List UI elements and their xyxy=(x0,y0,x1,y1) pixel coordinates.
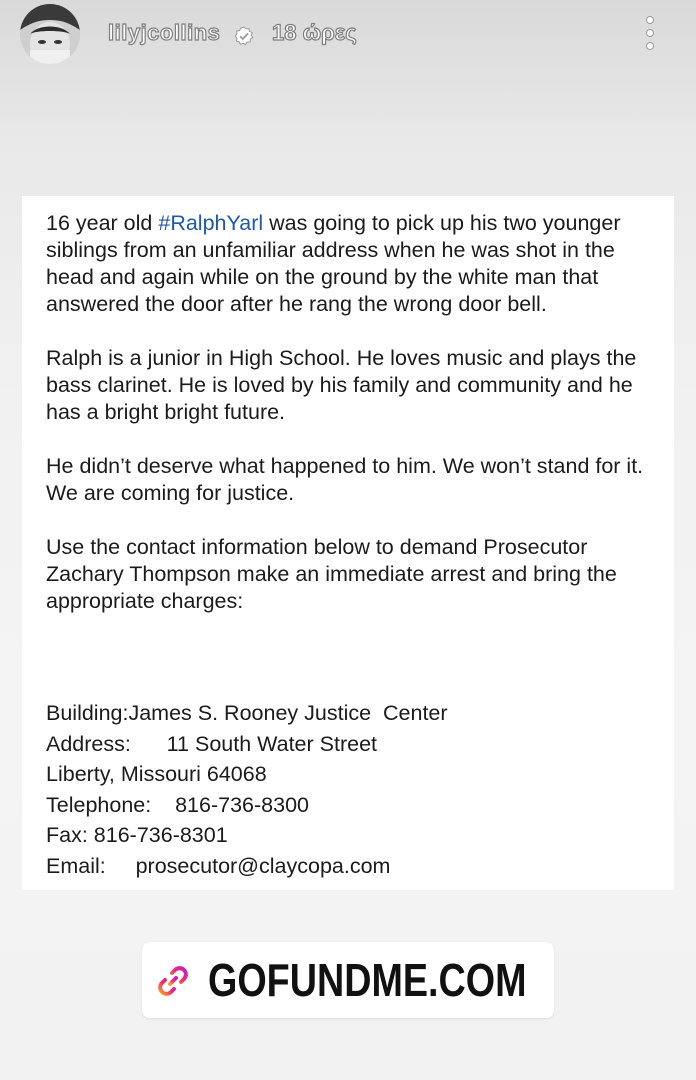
avatar[interactable] xyxy=(20,4,80,64)
contact-building: Building:James S. Rooney Justice Center xyxy=(46,701,448,725)
story-header xyxy=(0,0,696,80)
contact-info xyxy=(46,698,658,881)
post-paragraph-4: Use the contact information below to demand Prosecutor Zachary Thompson make an immediate arrest and bring the appropriate charges: xyxy=(46,535,617,613)
contact-telephone: Telephone: 816-736-8300 xyxy=(46,792,309,817)
paragraph-1-lead: 16 year old xyxy=(46,211,159,235)
post-paragraph-1 xyxy=(46,210,658,318)
post-paragraph-3: He didn’t deserve what happened to him. We won’t stand for it. We are coming for justice. xyxy=(46,454,644,505)
post-card xyxy=(22,196,674,890)
link-icon xyxy=(156,964,190,998)
post-body xyxy=(46,210,658,642)
contact-city: Liberty, Missouri 64068 xyxy=(46,762,267,786)
contact-address: Address: 11 South Water Street xyxy=(46,731,378,756)
contact-email: Email: prosecutor@claycopa.com xyxy=(46,853,391,878)
username[interactable]: lilyjcollins xyxy=(108,20,221,45)
link-sticker[interactable] xyxy=(142,942,554,1018)
hashtag-link[interactable]: #RalphYarl xyxy=(158,211,264,235)
more-vertical-icon[interactable] xyxy=(640,16,660,52)
verified-badge-icon xyxy=(234,26,254,46)
contact-fax: Fax: 816-736-8301 xyxy=(46,823,228,847)
link-sticker-label: GOFUNDME.COM xyxy=(208,954,527,1006)
post-time: 18 ώρες xyxy=(272,20,357,45)
post-paragraph-2: Ralph is a junior in High School. He loves music and plays the bass clarinet. He is loved by his family and community and he has a bright bright future. xyxy=(46,346,637,424)
paragraph-1-rest: was going to pick up his two younger siblings from an unfamiliar address when he was shot in the head and again while on the ground by the white man that answered the door after he rang the wrong door bell. xyxy=(46,211,621,316)
